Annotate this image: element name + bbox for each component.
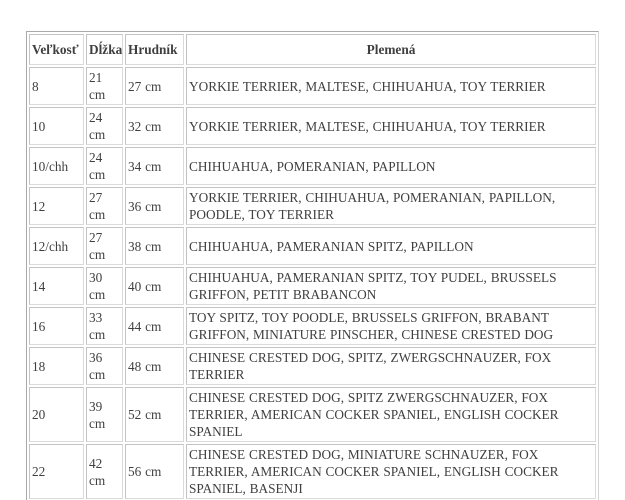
breeds-cell: YORKIE TERRIER, MALTESE, CHIHUAHUA, TOY TERRIER [186, 107, 596, 145]
length-cell: 33 cm [86, 307, 123, 345]
size-cell: 16 [29, 307, 84, 345]
table-row [29, 387, 596, 442]
length-cell: 39 cm [86, 387, 123, 442]
table-body [29, 67, 596, 499]
chest-cell: 44 cm [125, 307, 184, 345]
length-cell: 36 cm [86, 347, 123, 385]
size-cell: 18 [29, 347, 84, 385]
size-cell: 8 [29, 67, 84, 105]
length-cell: 21 cm [86, 67, 123, 105]
breeds-cell: CHIHUAHUA, POMERANIAN, PAPILLON [186, 147, 596, 185]
length-cell: 24 cm [86, 107, 123, 145]
breeds-cell: YORKIE TERRIER, MALTESE, CHIHUAHUA, TOY TERRIER [186, 67, 596, 105]
table-row [29, 107, 596, 145]
breeds-cell: TOY SPITZ, TOY POODLE, BRUSSELS GRIFFON, BRABANT GRIFFON, MINIATURE PINSCHER, CHINESE CRESTED DOG [186, 307, 596, 345]
breeds-cell: CHINESE CRESTED DOG, SPITZ, ZWERGSCHNAUZER, FOX TERRIER [186, 347, 596, 385]
column-header-breeds: Plemená [186, 34, 596, 65]
column-header-size: Veľkosť [29, 34, 84, 65]
chest-cell: 32 cm [125, 107, 184, 145]
size-cell: 12/chh [29, 227, 84, 265]
chest-cell: 56 cm [125, 444, 184, 499]
chest-cell: 38 cm [125, 227, 184, 265]
size-cell: 10/chh [29, 147, 84, 185]
table-row [29, 307, 596, 345]
chest-cell: 27 cm [125, 67, 184, 105]
size-cell: 20 [29, 387, 84, 442]
column-header-length: Dĺžka [86, 34, 123, 65]
length-cell: 30 cm [86, 267, 123, 305]
table-row [29, 444, 596, 499]
length-cell: 24 cm [86, 147, 123, 185]
table-row [29, 347, 596, 385]
table-row [29, 187, 596, 225]
chest-cell: 36 cm [125, 187, 184, 225]
chest-cell: 52 cm [125, 387, 184, 442]
breeds-cell: CHIHUAHUA, PAMERANIAN SPITZ, PAPILLON [186, 227, 596, 265]
chest-cell: 40 cm [125, 267, 184, 305]
chest-cell: 48 cm [125, 347, 184, 385]
dog-size-table [26, 31, 599, 500]
breeds-cell: CHIHUAHUA, PAMERANIAN SPITZ, TOY PUDEL, BRUSSELS GRIFFON, PETIT BRABANCON [186, 267, 596, 305]
table-row [29, 227, 596, 265]
length-cell: 27 cm [86, 227, 123, 265]
table-header-row [29, 34, 596, 65]
table-row [29, 67, 596, 105]
breeds-cell: YORKIE TERRIER, CHIHUAHUA, POMERANIAN, PAPILLON, POODLE, TOY TERRIER [186, 187, 596, 225]
size-cell: 22 [29, 444, 84, 499]
length-cell: 27 cm [86, 187, 123, 225]
length-cell: 42 cm [86, 444, 123, 499]
size-cell: 10 [29, 107, 84, 145]
size-cell: 12 [29, 187, 84, 225]
chest-cell: 34 cm [125, 147, 184, 185]
size-cell: 14 [29, 267, 84, 305]
column-header-chest: Hrudník [125, 34, 184, 65]
breeds-cell: CHINESE CRESTED DOG, SPITZ ZWERGSCHNAUZER, FOX TERRIER, AMERICAN COCKER SPANIEL, ENGLISH COCKER SPANIEL [186, 387, 596, 442]
table-row [29, 267, 596, 305]
table-row [29, 147, 596, 185]
breeds-cell: CHINESE CRESTED DOG, MINIATURE SCHNAUZER, FOX TERRIER, AMERICAN COCKER SPANIEL, ENGLISH COCKER SPANIEL, BASENJI [186, 444, 596, 499]
